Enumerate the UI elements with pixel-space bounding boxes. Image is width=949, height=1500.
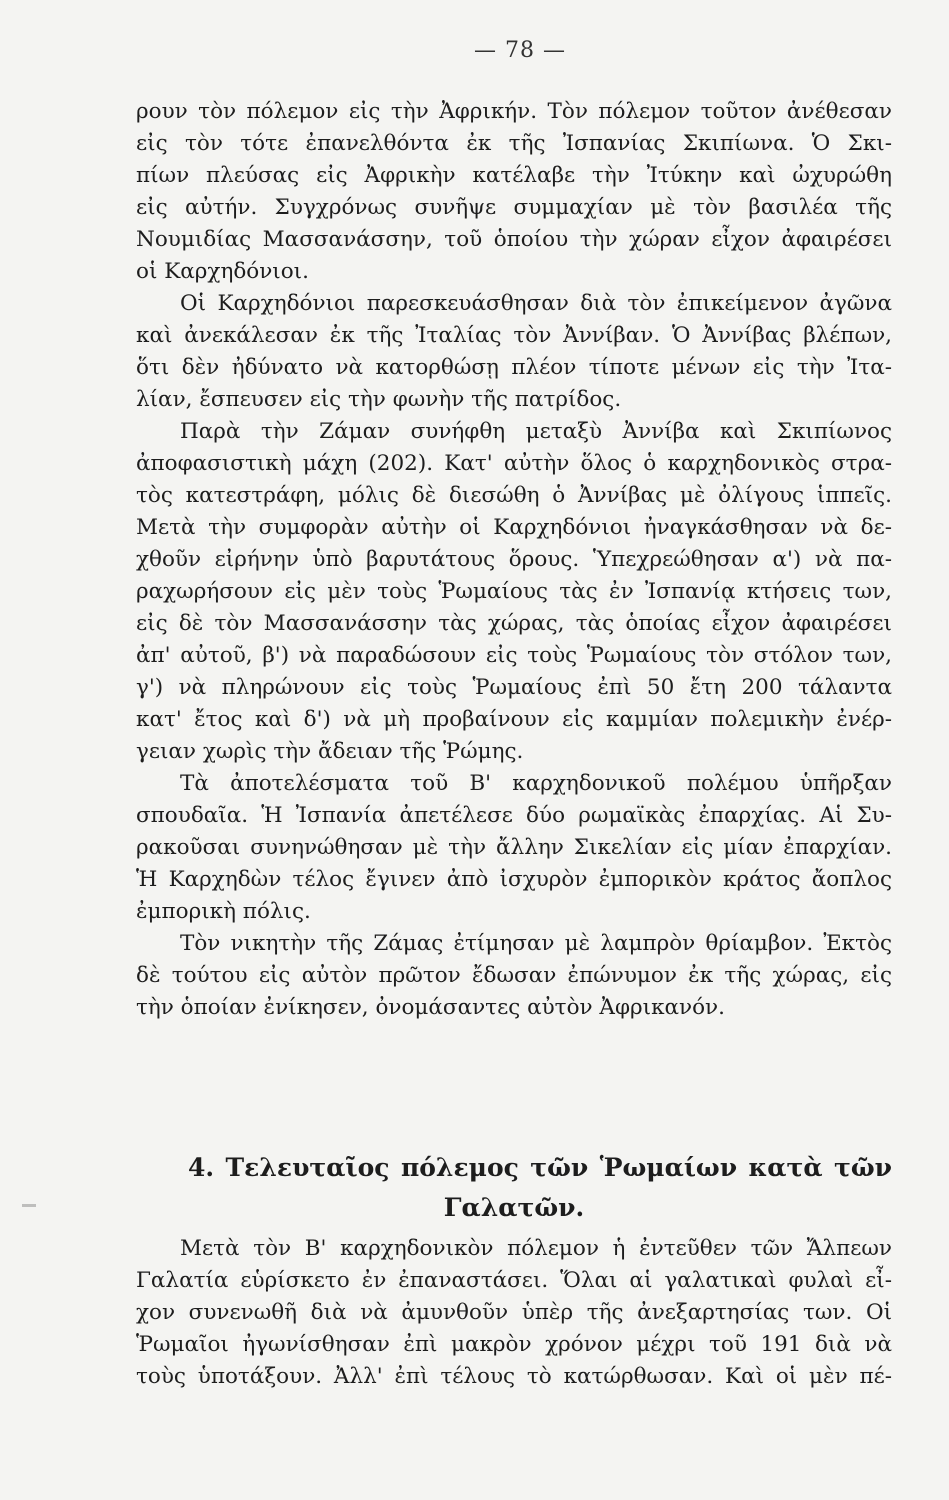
text-line: ἀπ' αὐτοῦ, β') νὰ παραδώσουν εἰς τοὺς Ῥωμαίους τὸν στόλον των, (136, 643, 892, 668)
text-line: σπουδαῖα. Ἡ Ἰσπανία ἀπετέλεσε δύο ρωμαϊκὰς ἐπαρχίας. Αἱ Συ- (136, 803, 892, 828)
text-line: ραχωρήσουν εἰς μὲν τοὺς Ῥωμαίους τὰς ἐν Ἰσπανίᾳ κτήσεις των, (136, 579, 892, 604)
text-line: χθοῦν εἰρήνην ὑπὸ βαρυτάτους ὅρους. Ὑπεχρεώθησαν α') νὰ πα- (136, 547, 892, 572)
text-line: ὅτι δὲν ἠδύνατο νὰ κατορθώσῃ πλέον τίποτε μένων εἰς τὴν Ἰτα- (136, 355, 892, 380)
text-line: Μετὰ τὸν Β' καρχηδονικὸν πόλεμον ἡ ἐντεῦθεν τῶν Ἄλπεων (180, 1236, 892, 1261)
text-line: γειαν χωρὶς τὴν ἄδειαν τῆς Ῥώμης. (136, 739, 524, 764)
text-line: τοὺς ὑποτάξουν. Ἀλλ' ἐπὶ τέλους τὸ κατώρθωσαν. Καὶ οἱ μὲν πέ- (136, 1364, 892, 1389)
text-line: εἰς τὸν τότε ἐπανελθόντα ἐκ τῆς Ἰσπανίας Σκιπίωνα. Ὁ Σκι- (136, 131, 892, 156)
text-line: τὸς κατεστράφη, μόλις δὲ διεσώθη ὁ Ἀννίβας μὲ ὀλίγους ἱππεῖς. (136, 483, 892, 508)
text-line: Τὰ ἀποτελέσματα τοῦ Β' καρχηδονικοῦ πολέμου ὑπῆρξαν (180, 771, 892, 796)
text-line: Μετὰ τὴν συμφορὰν αὐτὴν οἱ Καρχηδόνιοι ἠναγκάσθησαν νὰ δε- (136, 515, 892, 540)
section-heading-line-1: 4. Τελευταῖος πόλεμος τῶν Ῥωμαίων κατὰ τῶν (188, 1153, 892, 1182)
text-line: πίων πλεύσας εἰς Ἀφρικὴν κατέλαβε τὴν Ἰτύκην καὶ ὠχυρώθη (136, 163, 892, 188)
section-text-block (136, 1233, 892, 1393)
main-text-block (136, 96, 892, 1024)
section-heading (136, 1148, 892, 1228)
text-line: Γαλατία εὑρίσκετο ἐν ἐπαναστάσει. Ὅλαι αἱ γαλατικαὶ φυλαὶ εἶ- (136, 1268, 892, 1293)
text-line: Ἡ Καρχηδὼν τέλος ἔγινεν ἀπὸ ἰσχυρὸν ἐμπορικὸν κράτος ἄοπλος (136, 867, 892, 892)
text-line: οἱ Καρχηδόνιοι. (136, 259, 309, 284)
text-line: ρακοῦσαι συνηνώθησαν μὲ τὴν ἄλλην Σικελίαν εἰς μίαν ἐπαρχίαν. (136, 835, 892, 860)
text-line: χον συνενωθῆ διὰ νὰ ἀμυνθοῦν ὑπὲρ τῆς ἀνεξαρτησίας των. Οἱ (136, 1300, 892, 1325)
text-line: ἀποφασιστικὴ μάχη (202). Κατ' αὐτὴν ὅλος ὁ καρχηδονικὸς στρα- (136, 451, 892, 476)
text-line: εἰς δὲ τὸν Μασσανάσσην τὰς χώρας, τὰς ὁποίας εἶχον ἀφαιρέσει (136, 611, 892, 636)
text-line: ἐμπορικὴ πόλις. (136, 899, 311, 924)
text-line: Νουμιδίας Μασσανάσσην, τοῦ ὁποίου τὴν χώραν εἶχον ἀφαιρέσει (136, 227, 892, 252)
text-line: λίαν, ἔσπευσεν εἰς τὴν φωνὴν τῆς πατρίδος. (136, 387, 622, 412)
text-line: Παρὰ τὴν Ζάμαν συνήφθη μεταξὺ Ἀννίβα καὶ Σκιπίωνος (180, 419, 892, 444)
text-line: Τὸν νικητὴν τῆς Ζάμας ἐτίμησαν μὲ λαμπρὸν θρίαμβον. Ἐκτὸς (180, 931, 892, 956)
text-line: εἰς αὐτήν. Συγχρόνως συνῆψε συμμαχίαν μὲ τὸν βασιλέα τῆς (136, 195, 892, 220)
text-line: δὲ τούτου εἰς αὐτὸν πρῶτον ἔδωσαν ἐπώνυμον ἐκ τῆς χώρας, εἰς (136, 963, 892, 988)
text-line: ρουν τὸν πόλεμον εἰς τὴν Ἀφρικήν. Τὸν πόλεμον τοῦτον ἀνέθεσαν (136, 99, 892, 124)
text-line: γ') νὰ πληρώνουν εἰς τοὺς Ῥωμαίους ἐπὶ 50 ἔτη 200 τάλαντα (136, 675, 892, 700)
text-line: Ῥωμαῖοι ἠγωνίσθησαν ἐπὶ μακρὸν χρόνον μέχρι τοῦ 191 διὰ νὰ (136, 1332, 892, 1357)
text-line: καὶ ἀνεκάλεσαν ἐκ τῆς Ἰταλίας τὸν Ἀννίβαν. Ὁ Ἀννίβας βλέπων, (136, 323, 892, 348)
text-line: τὴν ὁποίαν ἐνίκησεν, ὀνομάσαντες αὐτὸν Ἀφρικανόν. (136, 995, 725, 1020)
margin-smudge (22, 1204, 36, 1207)
text-line: Οἱ Καρχηδόνιοι παρεσκευάσθησαν διὰ τὸν ἐπικείμενον ἀγῶνα (180, 291, 892, 316)
section-heading-line-2: Γαλατῶν. (443, 1193, 585, 1222)
text-line: κατ' ἔτος καὶ δ') νὰ μὴ προβαίνουν εἰς καμμίαν πολεμικὴν ἐνέρ- (136, 707, 892, 732)
page-number: — 78 — (474, 38, 566, 63)
